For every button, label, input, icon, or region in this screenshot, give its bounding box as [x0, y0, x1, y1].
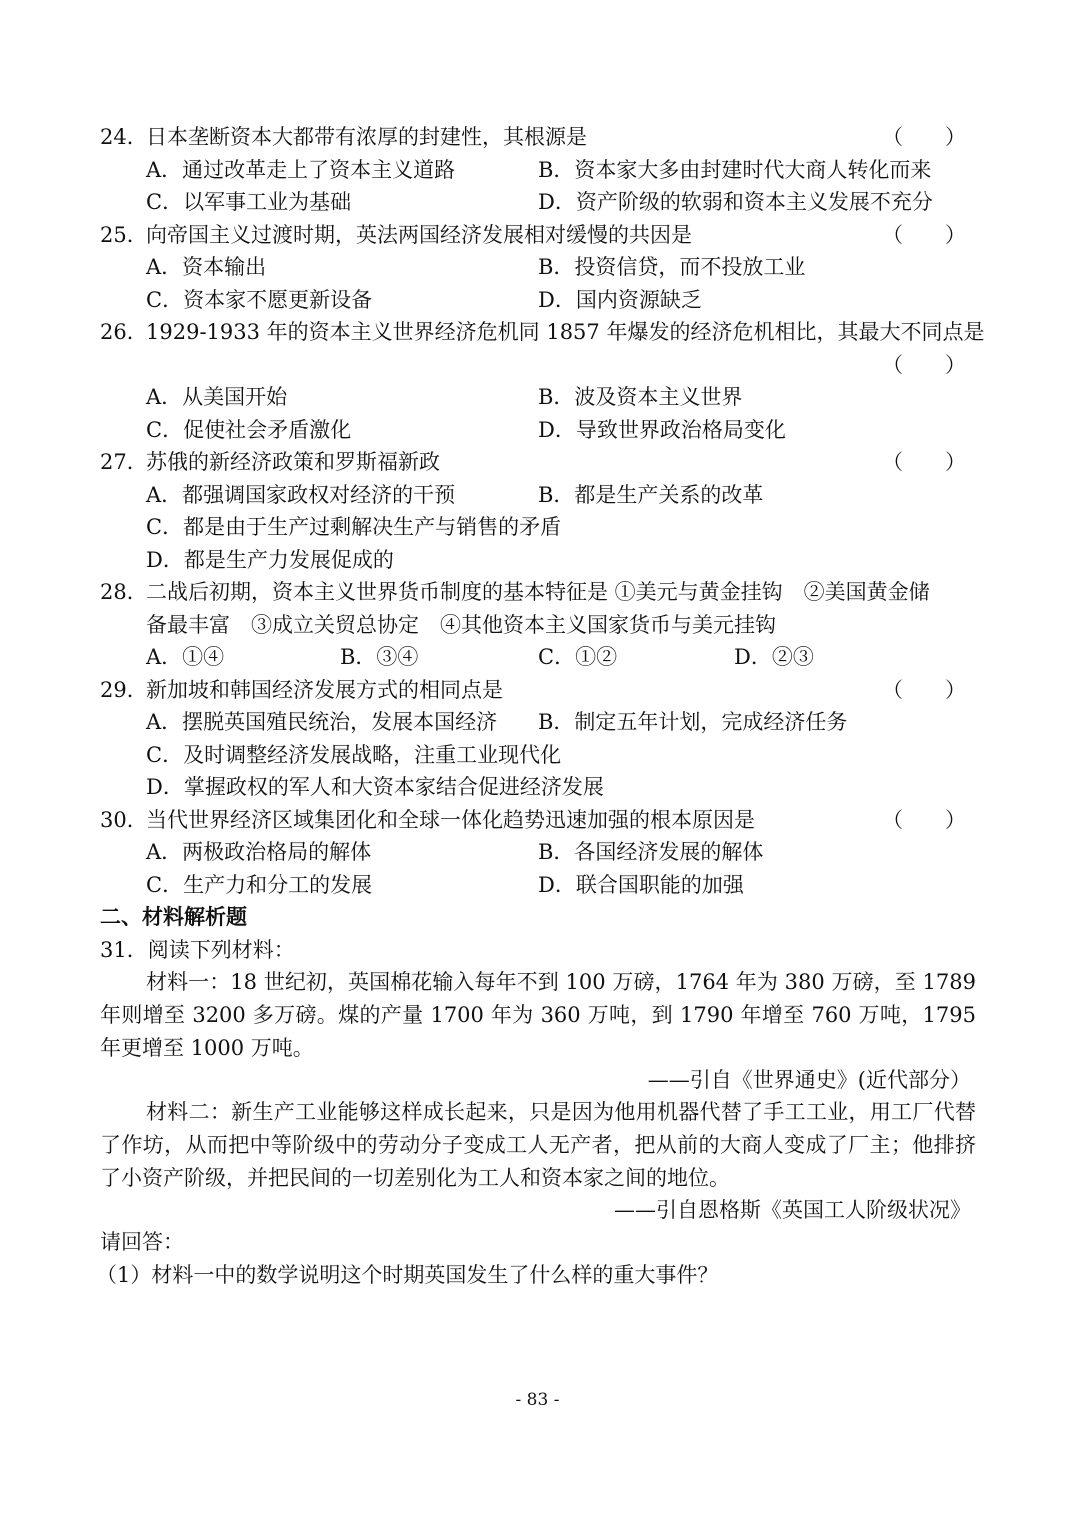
- option-d: D．国内资源缺乏: [538, 288, 702, 312]
- question-24-options-row1: [100, 154, 980, 186]
- option-b: B．③④: [340, 645, 419, 669]
- page-number: - 83 -: [515, 1390, 560, 1410]
- question-26-paren-line: [100, 349, 980, 381]
- question-number: 25．: [100, 223, 148, 247]
- question-text: 日本垄断资本大都带有浓厚的封建性，其根源是: [146, 125, 587, 149]
- question-text: 二战后初期，资本主义世界货币制度的基本特征是 ①美元与黄金挂钩 ②美国黄金储: [146, 580, 930, 604]
- question-25-options-row2: [100, 284, 980, 316]
- question-number: 26．: [100, 320, 148, 344]
- option-a: A．从美国开始: [146, 385, 288, 409]
- question-27-option-d: [100, 544, 980, 576]
- option-d: D．导致世界政治格局变化: [538, 418, 786, 442]
- option-d: D．资产阶级的软弱和资本主义发展不充分: [538, 190, 933, 214]
- question-28-stem-cont: [100, 609, 980, 641]
- option-c: C．促使社会矛盾激化: [146, 418, 352, 442]
- option-b: B．都是生产关系的改革: [538, 483, 764, 507]
- answer-parentheses: （ ）: [882, 125, 966, 149]
- question-31-title: 31．阅读下列材料：: [100, 938, 295, 962]
- question-27-option-c: [100, 511, 980, 543]
- question-26-options-row1: [100, 381, 980, 413]
- option-d: D．都是生产力发展促成的: [146, 548, 394, 572]
- option-b: B．制定五年计划，完成经济任务: [538, 710, 848, 734]
- question-29-option-c: [100, 739, 980, 771]
- sub-question-1: （1）材料一中的数学说明这个时期英国发生了什么样的重大事件？: [96, 1263, 719, 1287]
- material-2: 材料二：新生产工业能够这样成长起来，只是因为他用机器代替了手工工业，用工厂代替了作坊，从而把中等阶级中的劳动分子变成工人无产者，把从前的大商人变成了厂主；他排挤了小资产阶级，并把民间的一切差别化为工人和资本家之间的地位。: [100, 1100, 976, 1190]
- question-text-continued: 备最丰富 ③成立关贸总协定 ④其他资本主义国家货币与美元挂钩: [146, 613, 776, 637]
- option-c: C．都是由于生产过剩解决生产与销售的矛盾: [146, 515, 562, 539]
- material-1: 材料一：18 世纪初，英国棉花输入每年不到 100 万磅，1764 年为 380 万磅，至 1789 年则增至 3200 多万磅。煤的产量 1700 年为 360 万吨，到 1790 年增至 760 万吨，1795 年更增至 1000 万吨。: [100, 970, 976, 1060]
- question-29-option-d: [100, 771, 980, 803]
- question-25-stem: [100, 219, 980, 251]
- question-number: 27．: [100, 450, 148, 474]
- option-a: A．①④: [146, 645, 225, 669]
- answer-parentheses: （ ）: [882, 678, 966, 702]
- answer-prompt: 请回答：: [100, 1230, 184, 1254]
- option-a: A．摆脱英国殖民统治，发展本国经济: [146, 710, 498, 734]
- option-d: D．②③: [734, 645, 814, 669]
- option-b: B．资本家大多由封建时代大商人转化而来: [538, 158, 932, 182]
- question-25-options-row1: [100, 251, 980, 283]
- question-24-options-row2: [100, 186, 980, 218]
- option-d: D．掌握政权的军人和大资本家结合促进经济发展: [146, 775, 604, 799]
- option-b: B．波及资本主义世界: [538, 385, 743, 409]
- option-c: C．①②: [538, 645, 618, 669]
- material-1-source: ——引自《世界通史》(近代部分）: [647, 1068, 971, 1092]
- question-text: 向帝国主义过渡时期，英法两国经济发展相对缓慢的共因是: [146, 223, 692, 247]
- question-number: 28．: [100, 580, 148, 604]
- section-heading: 二、材料解析题: [100, 904, 247, 929]
- option-a: A．通过改革走上了资本主义道路: [146, 158, 456, 182]
- question-number: 30．: [100, 808, 148, 832]
- question-26-stem: [100, 316, 985, 348]
- option-c: C．资本家不愿更新设备: [146, 288, 373, 312]
- option-c: C．以军事工业为基础: [146, 190, 352, 214]
- question-29-options-row1: [100, 706, 980, 738]
- question-28-options: [100, 641, 980, 673]
- question-30-options-row1: [100, 836, 980, 868]
- question-30-stem: [100, 804, 980, 836]
- option-a: A．都强调国家政权对经济的干预: [146, 483, 456, 507]
- answer-parentheses: （ ）: [882, 223, 966, 247]
- question-number: 29．: [100, 678, 148, 702]
- option-b: B．投资信贷，而不投放工业: [538, 255, 806, 279]
- answer-parentheses: （ ）: [882, 353, 966, 377]
- question-text: 苏俄的新经济政策和罗斯福新政: [146, 450, 440, 474]
- question-27-options-row1: [100, 479, 980, 511]
- answer-parentheses: （ ）: [882, 450, 966, 474]
- option-c: C．生产力和分工的发展: [146, 873, 373, 897]
- question-28-stem: [100, 576, 980, 608]
- question-29-stem: [100, 674, 980, 706]
- option-a: A．两极政治格局的解体: [146, 840, 372, 864]
- question-text: 新加坡和韩国经济发展方式的相同点是: [146, 678, 503, 702]
- question-26-options-row2: [100, 414, 980, 446]
- option-a: A．资本输出: [146, 255, 267, 279]
- question-27-stem: [100, 446, 980, 478]
- option-c: C．及时调整经济发展战略，注重工业现代化: [146, 743, 562, 767]
- option-b: B．各国经济发展的解体: [538, 840, 764, 864]
- material-2-source: ——引自恩格斯《英国工人阶级状况》: [614, 1198, 971, 1222]
- option-d: D．联合国职能的加强: [538, 873, 744, 897]
- answer-parentheses: （ ）: [882, 808, 966, 832]
- question-24-stem: [100, 121, 980, 153]
- question-30-options-row2: [100, 869, 980, 901]
- question-text: 1929-1933 年的资本主义世界经济危机同 1857 年爆发的经济危机相比，其最大不同点是: [146, 320, 985, 344]
- question-text: 当代世界经济区域集团化和全球一体化趋势迅速加强的根本原因是: [146, 808, 755, 832]
- question-number: 24．: [100, 125, 148, 149]
